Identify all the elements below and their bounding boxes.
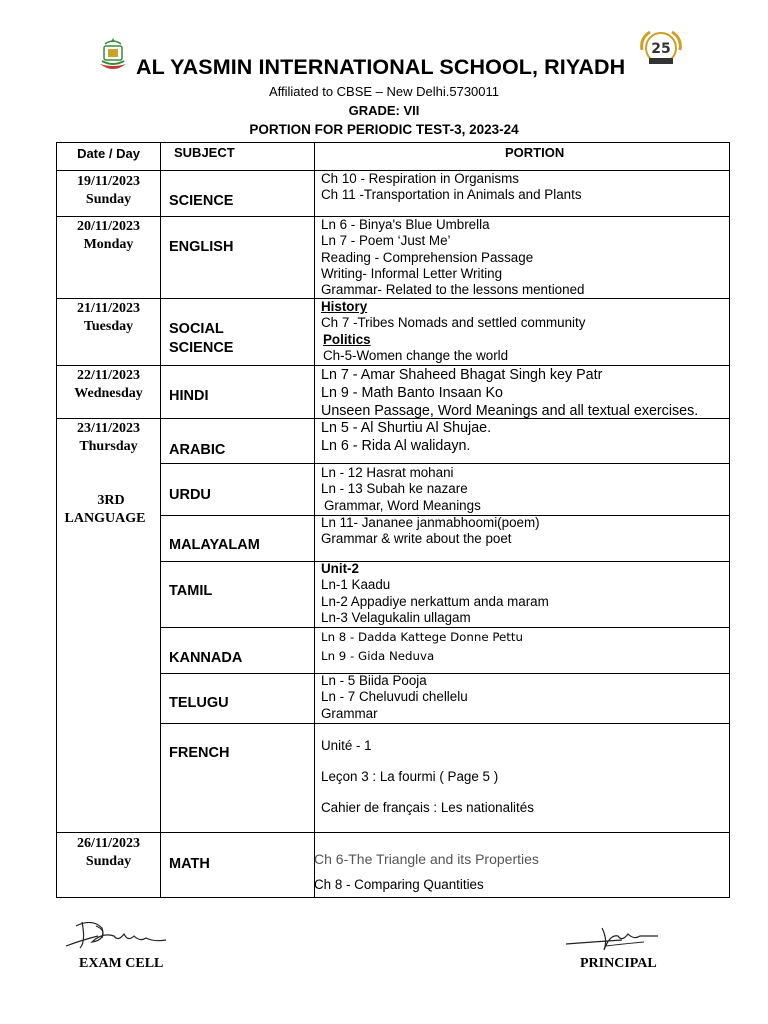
subject-science: SCIENCE (169, 193, 234, 209)
group-line: 3RD (97, 493, 125, 508)
subject-malayalam: MALAYALAM (169, 537, 260, 553)
subject-telugu: TELUGU (169, 695, 229, 711)
portion-line: Ln 5 - Al Shurtiu Al Shujae. (321, 420, 492, 436)
date: 20/11/2023 (76, 219, 140, 234)
header-portion: PORTION (505, 145, 565, 160)
subject-tamil: TAMIL (169, 583, 213, 599)
date-cell (57, 300, 160, 336)
portion-line: Grammar, Word Meanings (324, 497, 481, 513)
portion-line: Ln-1 Kaadu (321, 577, 391, 593)
portion-line: Ln 6 - Rida Al walidayn. (321, 438, 471, 454)
portion-line: Ch 7 -Tribes Nomads and settled community (321, 315, 586, 331)
portion-french (321, 738, 534, 816)
portion-line: Ln 9 - Gida Neduva (321, 649, 435, 663)
date: 19/11/2023 (76, 174, 140, 189)
portion-table (56, 142, 730, 898)
subject-kannada: KANNADA (169, 650, 243, 666)
date-cell (57, 218, 160, 254)
portion-line: Ch 11 -Transportation in Animals and Plants (321, 187, 582, 203)
portion-tamil (321, 561, 549, 626)
school-logo-icon (96, 34, 130, 76)
day: Sunday (85, 854, 132, 869)
portion-line: Unité - 1 (321, 738, 372, 753)
portion-line: Ln - 7 Cheluvudi chellelu (321, 689, 468, 705)
subject-line: SOCIAL (169, 321, 224, 337)
subject-urdu: URDU (169, 487, 211, 503)
portion-line: Leçon 3 : La fourmi ( Page 5 ) (321, 769, 499, 784)
day: Thursday (79, 439, 138, 454)
column-divider (160, 143, 161, 897)
portion-line: Writing- Informal Letter Writing (321, 265, 503, 281)
portion-line: Ln 7 - Poem ‘Just Me’ (321, 233, 451, 249)
portion-line: Cahier de français : Les nationalités (321, 800, 534, 815)
portion-line: Ch 6-The Triangle and its Properties (314, 851, 539, 867)
principal-signature-icon (562, 922, 666, 954)
grade-heading: GRADE: VII (348, 103, 420, 118)
subject-arabic: ARABIC (169, 442, 226, 458)
portion-english (321, 217, 584, 298)
portion-kannada (321, 628, 523, 666)
portion-malayalam (321, 515, 540, 548)
group-line: LANGUAGE (64, 511, 146, 526)
portion-math (314, 851, 539, 894)
date: 26/11/2023 (76, 836, 140, 851)
date-cell (57, 367, 160, 403)
day: Monday (83, 237, 134, 252)
portion-arabic (321, 419, 491, 455)
unit-heading: Unit-2 (321, 561, 359, 576)
portion-science (321, 171, 582, 204)
portion-line: Ch-5-Women change the world (323, 347, 509, 363)
portion-telugu (321, 673, 468, 722)
subject-line: SCIENCE (169, 340, 234, 356)
third-language-label (57, 492, 153, 528)
principal-label: PRINCIPAL (580, 956, 657, 971)
badge-text: 25 (651, 41, 671, 57)
date-cell (57, 173, 160, 209)
header-date: Date / Day (77, 146, 140, 161)
portion-line: Ln 11- Jananee janmabhoomi(poem) (321, 515, 540, 530)
portion-line: Ln-3 Velagukalin ullagam (321, 609, 471, 625)
date-cell (57, 420, 160, 456)
portion-urdu (321, 465, 481, 514)
portion-line: Grammar- Related to the lessons mentioned (321, 282, 585, 298)
day: Tuesday (83, 319, 134, 334)
portion-line: Ch 10 - Respiration in Organisms (321, 171, 519, 186)
portion-line: Ch 8 - Comparing Quantities (314, 877, 484, 893)
portion-line: Ln - 5 Biida Pooja (321, 673, 427, 688)
subject-hindi: HINDI (169, 388, 209, 404)
anniversary-badge-icon (636, 28, 686, 70)
portion-line: Ln 6 - Binya's Blue Umbrella (321, 217, 490, 232)
date: 22/11/2023 (76, 368, 140, 383)
portion-line: Ln - 12 Hasrat mohani (321, 465, 454, 480)
subject-math: MATH (169, 856, 210, 872)
affiliation: Affiliated to CBSE – New Delhi.5730011 (268, 84, 500, 99)
row-divider (57, 832, 729, 833)
date-cell (57, 835, 160, 871)
portion-title: PORTION FOR PERIODIC TEST-3, 2023-24 (249, 122, 519, 137)
portion-line: Grammar (321, 705, 378, 721)
exam-cell-signature-icon (62, 912, 174, 954)
portion-line: Grammar & write about the poet (321, 531, 512, 547)
day: Wednesday (74, 386, 143, 401)
history-heading: History (321, 299, 368, 314)
row-divider (160, 723, 729, 724)
day: Sunday (85, 192, 132, 207)
subject-social-science (169, 320, 233, 358)
portion-line: Ln 8 - Dadda Kattege Donne Pettu (321, 630, 524, 644)
column-divider (314, 143, 315, 897)
portion-line: Unseen Passage, Word Meanings and all textual exercises. (321, 403, 699, 419)
subject-english: ENGLISH (169, 239, 234, 255)
portion-social-science (321, 299, 585, 364)
school-name: AL YASMIN INTERNATIONAL SCHOOL, RIYADH (136, 55, 626, 79)
portion-line: Reading - Comprehension Passage (321, 249, 534, 265)
portion-line: Ln-2 Appadiye nerkattum anda maram (321, 593, 549, 609)
politics-heading: Politics (323, 331, 371, 347)
portion-line: Ln 7 - Amar Shaheed Bhagat Singh key Patr (321, 367, 603, 383)
date: 21/11/2023 (76, 301, 140, 316)
date: 23/11/2023 (76, 421, 140, 436)
portion-line: Ln - 13 Subah ke nazare (321, 481, 468, 497)
subject-french: FRENCH (169, 745, 230, 761)
portion-line: Ln 9 - Math Banto Insaan Ko (321, 385, 504, 401)
row-divider (160, 463, 729, 464)
header-subject: SUBJECT (174, 145, 235, 160)
exam-cell-label: EXAM CELL (79, 956, 164, 971)
portion-hindi (321, 366, 698, 420)
